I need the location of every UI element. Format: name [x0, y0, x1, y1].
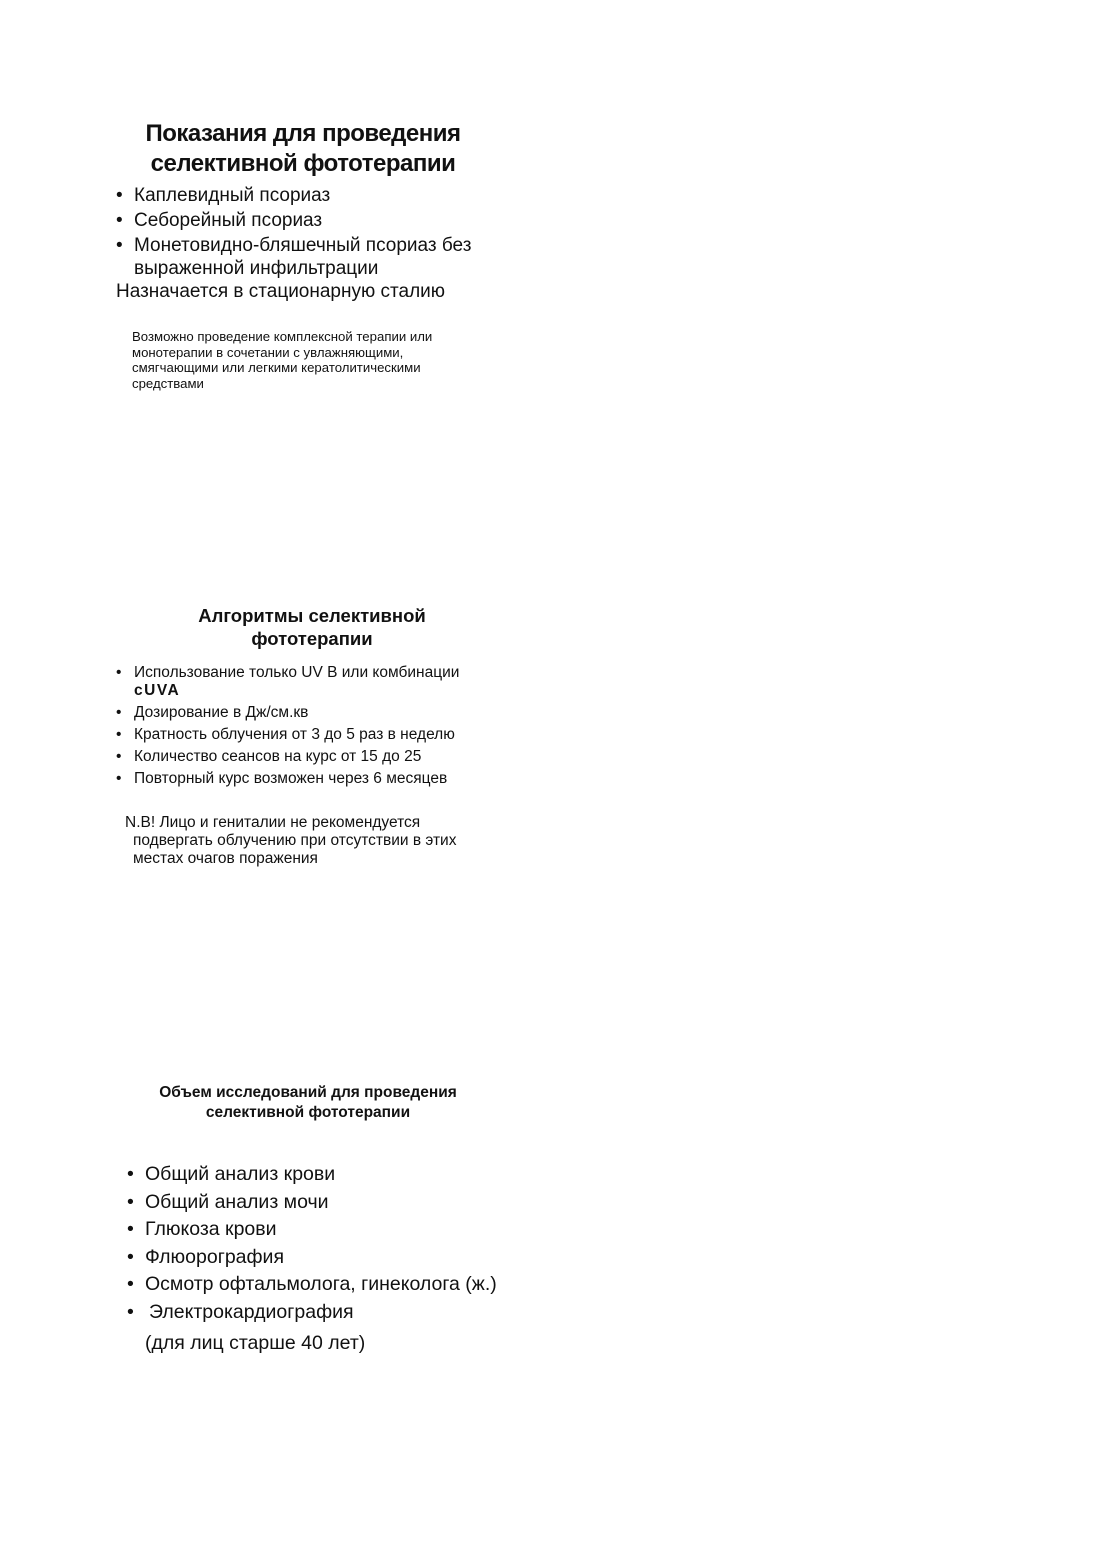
ecg-label: Электрокардиография	[149, 1300, 354, 1323]
algorithm-list	[116, 664, 516, 792]
section1-title	[110, 119, 496, 179]
nb-note	[125, 814, 505, 868]
list-item	[116, 664, 516, 700]
section1-title-line2: селективной фототерапии	[150, 150, 456, 177]
ecg-age-note: (для лиц старше 40 лет)	[145, 1332, 366, 1354]
section2-title	[170, 604, 454, 650]
list-item: • Монетовидно-бляшечный псориаз без выраженной инфильтрации	[116, 234, 516, 280]
list-item-text: Использование только UV В или комбинации	[134, 664, 460, 681]
ecg-note-wrap	[127, 1332, 365, 1355]
list-item: • Дозирование в Дж/см.кв	[116, 704, 516, 722]
inpatient-note: Назначается в стационарную сталию	[116, 281, 446, 302]
combined-therapy-note: Возможно проведение комплексной терапии или монотерапии в сочетании с увлажняющими, смягчающими или легкими кератолитическими средствами	[132, 329, 433, 391]
list-item: • Глюкоза крови	[127, 1218, 547, 1241]
examinations-list	[127, 1163, 547, 1329]
cuva-label: cUVA	[134, 682, 181, 699]
section1-title-line1: Показания для проведения	[145, 120, 461, 147]
list-item: • Каплевидный псориаз	[116, 184, 516, 207]
section3-title-line1: Объем исследований для проведения	[159, 1084, 457, 1101]
section3-title	[140, 1083, 476, 1123]
list-item: • Себорейный псориаз	[116, 209, 516, 232]
nb-note-rest: подвергать облучению при отсутствии в этих местах очагов поражения	[133, 832, 457, 867]
indications-list	[116, 184, 516, 282]
list-item: • Общий анализ крови	[127, 1163, 547, 1186]
list-item: • Количество сеансов на курс от 15 до 25	[116, 748, 516, 766]
section3-title-line2: селективной фототерапии	[205, 1104, 411, 1121]
nb-note-line1: N.B! Лицо и гениталии не рекомендуется	[125, 814, 421, 831]
section2-title-line1: Алгоритмы селективной	[198, 605, 426, 626]
list-item: • Повторный курс возможен через 6 месяцев	[116, 770, 516, 788]
list-item: • Общий анализ мочи	[127, 1191, 547, 1214]
section2-title-line2: фототерапии	[251, 628, 373, 649]
list-item	[127, 1301, 547, 1324]
list-item: • Флюорография	[127, 1246, 547, 1269]
list-item: • Кратность облучения от 3 до 5 раз в неделю	[116, 726, 516, 744]
list-item: • Осмотр офтальмолога, гинеколога (ж.)	[127, 1273, 547, 1296]
